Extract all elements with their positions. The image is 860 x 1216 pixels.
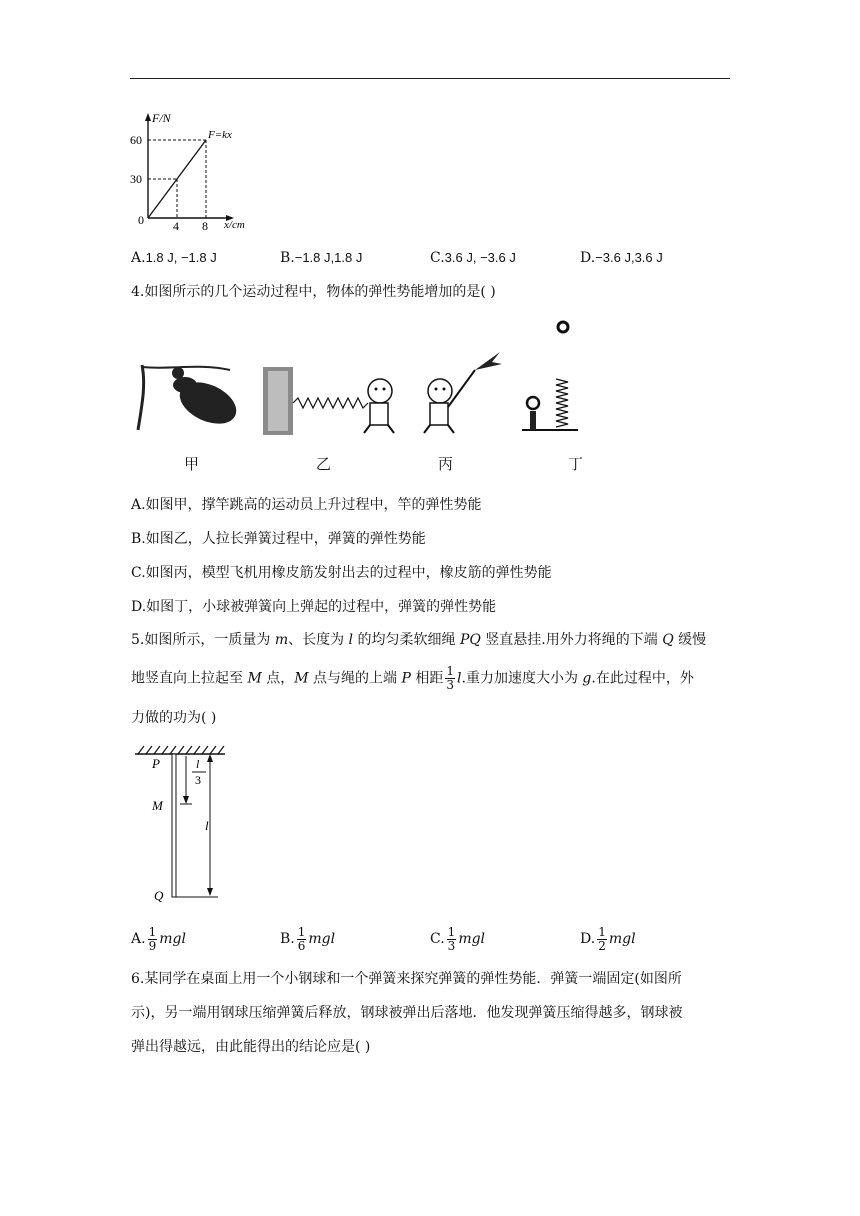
q5-option-b[interactable]: B. $\frac{1}{6}$ mgl	[280, 924, 336, 953]
fig-label-l: l	[205, 818, 209, 833]
q3-option-d-text: −3.6 J,3.6 J	[595, 250, 663, 265]
q6-line3: 弹出得越远，由此能得出的结论应是( )	[131, 1039, 371, 1055]
q3-option-d[interactable]: D.−3.6 J,3.6 J	[580, 250, 663, 266]
q5-option-a[interactable]: A. $\frac{1}{9}$ mgl	[131, 924, 186, 953]
slingshot-plane-image	[424, 352, 502, 433]
force-displacement-graph	[128, 108, 268, 232]
graph-xtick-4: 4	[173, 219, 179, 232]
q4-option-a[interactable]: A.如图甲，撑竿跳高的运动员上升过程中，竿的弹性势能	[131, 497, 482, 513]
fig-frac-num: l	[196, 757, 200, 771]
q6-line2: 示)，另一端用钢球压缩弹簧后释放，钢球被弹出后落地．他发现弹簧压缩得越多，钢球被	[131, 1005, 683, 1021]
q3-option-b[interactable]: B.−1.8 J,1.8 J	[280, 250, 363, 266]
graph-xtick-8: 8	[202, 219, 208, 232]
q3-option-b-text: −1.8 J,1.8 J	[294, 250, 363, 265]
caption-bing: 丙	[438, 455, 454, 473]
fig-label-P: P	[152, 756, 160, 771]
graph-line-label: F=kx	[208, 129, 232, 141]
q3-option-c-text: 3.6 J, −3.6 J	[444, 250, 516, 265]
q4-option-c[interactable]: C.如图丙，模型飞机用橡皮筋发射出去的过程中，橡皮筋的弹性势能	[131, 565, 552, 581]
q6-line1: 6.某同学在桌面上用一个小钢球和一个弹簧来探究弹簧的弹性势能．弹簧一端固定(如图所	[131, 971, 682, 987]
q5-line1: 5.如图所示，一质量为 m、长度为 l 的均匀柔软细绳 PQ 竖直悬挂.用外力将绳的下端 Q 缓慢	[131, 632, 707, 648]
caption-ding: 丁	[568, 455, 584, 473]
spring-pull-image	[263, 367, 394, 435]
caption-yi: 乙	[316, 455, 332, 473]
graph-ytick-60: 60	[130, 133, 142, 147]
fig-label-M: M	[152, 798, 163, 813]
header-rule	[130, 78, 730, 79]
graph-y-label: F/N	[152, 111, 171, 125]
graph-x-label: x/cm	[224, 219, 245, 231]
rope-figure	[130, 744, 240, 904]
q4-illustrations	[130, 315, 590, 440]
q3-option-a[interactable]: A.1.8 J, −1.8 J	[131, 250, 217, 266]
fig-frac-den: 3	[195, 773, 201, 787]
q4-option-b[interactable]: B.如图乙，人拉长弹簧过程中，弹簧的弹性势能	[131, 531, 426, 547]
caption-jia: 甲	[184, 455, 200, 473]
q5-line3: 力做的功为( )	[131, 710, 217, 726]
pole-vault-image	[138, 365, 243, 432]
fig-label-Q: Q	[154, 888, 164, 903]
q4-stem: 4.如图所示的几个运动过程中，物体的弹性势能增加的是( )	[131, 284, 496, 300]
q3-option-a-text: 1.8 J, −1.8 J	[145, 250, 217, 265]
q3-option-c[interactable]: C.3.6 J, −3.6 J	[430, 250, 516, 266]
ball-spring-image	[522, 322, 578, 430]
q5-option-c[interactable]: C. $\frac{1}{3}$ mgl	[430, 924, 486, 953]
graph-ytick-30: 30	[130, 172, 142, 186]
q5-option-d[interactable]: D. $\frac{1}{2}$ mgl	[580, 924, 636, 953]
graph-origin: 0	[138, 213, 144, 227]
q5-line2: 地竖直向上拉起至 M 点，M 点与绳的上端 P 相距 $\frac{1}{3}$ l.重力加速度大小为 g.在此过程中，外	[131, 664, 694, 692]
q4-option-d[interactable]: D.如图丁，小球被弹簧向上弹起的过程中，弹簧的弹性势能	[131, 599, 497, 615]
